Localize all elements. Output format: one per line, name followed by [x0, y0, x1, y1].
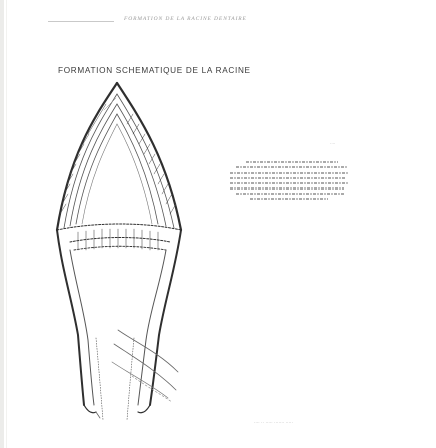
epithelial-sheath-left	[96, 338, 103, 420]
running-head-rule	[48, 21, 114, 22]
caption-line	[230, 187, 344, 189]
running-head: FORMATION DE LA RACINE DENTAIRE	[124, 16, 247, 22]
root-outer-left	[57, 230, 84, 405]
root-inner-right	[138, 250, 166, 405]
caption-line	[230, 182, 348, 184]
caption-block	[230, 161, 350, 207]
figure-side-note: ···· ·· ····· ······· ·····	[254, 420, 294, 425]
caption-line	[236, 193, 344, 195]
caption-line	[246, 161, 338, 163]
crown-outer-right	[117, 83, 181, 230]
caption-line	[230, 172, 348, 174]
cervical-line-lower	[70, 238, 170, 243]
root-formation-diagram	[0, 80, 230, 448]
epithelial-sheath-right	[127, 338, 134, 420]
plate-title: FORMATION SCHEMATIQUE DE LA RACINE	[58, 66, 251, 75]
caption-line	[250, 198, 328, 200]
root-outer-right	[150, 230, 181, 405]
caption-line	[236, 166, 348, 168]
crown-outer-left	[57, 83, 117, 230]
cervical-line-upper	[57, 224, 181, 230]
page-number: ····	[330, 141, 336, 146]
caption-line	[230, 177, 346, 179]
